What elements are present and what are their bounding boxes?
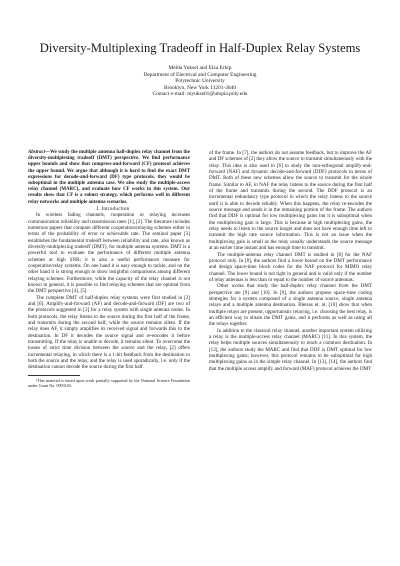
- abstract-body: —We study the multiple antenna half-duplex relay channel from the diversity-multiplexing tradeoff (DMT) perspective. We find performance upper bounds and show that compress-and-forward (CF) protocol achieves the upper bound. We argue that although it is hard to find the exact DMT expressions for decode-and-forward (DF) type protocols, they would be suboptimal in the multiple antenna case. We also study the multiple-access relay channel (MARC), and evaluate how CF works in this system. Our results show that CF is a robust strategy, which performs well in different relay networks and multiple antenna scenarios.: [28, 150, 190, 205]
- body-paragraph: The multiple-antenna relay channel DMT is studied in [8] for the NAF protocol only. In [8], the authors find a lower bound on the DMT performance and design space-time block codes for the NAF protocol for MIMO relay channel. The lower bound is not tight in general and is valid only if the number of relay antennas is less than or equal to the number of source antennas.: [209, 251, 372, 283]
- body-paragraph: In addition to the classical relay channel, another important system utilizing a relay is the multiple-access relay channel (MARC) [11]. In this system, the relay helps multiple sources simultaneously to reach a common destination. In [12], the authors study the MARC and find that DDF is DMT optimal for low multiplexing gains; however, this protocol remains to be suboptimal for high multiplexing gains as in the simple relay channel. In [13], [14], the authors find that the multiple access amplify and forward (MAF) protocol achieves the DMT: [209, 327, 372, 372]
- footnote: ¹This material is based upon work partially supported by the National Science Foundation under Grant No. 0093163.: [28, 377, 190, 388]
- section-heading-introduction: I. Introduction: [96, 205, 130, 212]
- author-address: Brooklyn, New York 11201-3840: [163, 84, 237, 91]
- author-block: [0, 65, 400, 98]
- body-paragraph: Other works that study the half-duplex relay channel from the DMT perspective are [9] and [10]. In [9], the authors propose space-time coding strategies for a system composed of a single antenna source, single antenna relays and a multiple antenna destination. Bletsas et. al. [10] show that when multiple relays are present, opportunistic relaying, i.e. choosing the best relay, is an efficient way to obtain the DMT gains, and it performs as well as using all the relays together.: [209, 283, 372, 328]
- author-contact: Contact e-mail: myukse01@utopia.poly.edu: [152, 91, 248, 98]
- author-department: Department of Electrical and Computer Engineering: [143, 71, 257, 78]
- right-column: [209, 150, 372, 372]
- body-paragraph: The complete DMT of half-duplex relay systems were first studied in [2] and [6]. Amplify-and-forward (AF) and decode-and-forward (DF) are two of the protocols suggested in [2] for a relay system with single antenna nodes. In both protocols, the relay listens to the source during the first half of the frame, and transmits during the second half, while the source remains silent. If the relay does AF, it simply amplifies its received signal and forwards this to the destination. In DF it decodes the source signal and re-encodes it before transmitting. If the relay is unable to decode, it remains silent. To overcome the losses of strict time division between the source and the relay, [2] offers incremental relaying, in which there is a 1-bit feedback from the destination to both the source and the relay, and the relay is used sporadically, i.e. only if the destination cannot decode the source during the first half: [28, 294, 190, 371]
- author-institution: Polytechnic University: [175, 78, 225, 85]
- author-names: Melda Yuksel and Elza Erkip: [168, 65, 232, 71]
- paper-title: Diversity-Multiplexing Tradeoff in Half-Duplex Relay Systems: [39, 41, 361, 55]
- footnote-divider: [28, 375, 80, 376]
- left-column: [28, 150, 190, 388]
- abstract-label: Abstract: [28, 150, 46, 155]
- abstract: [28, 150, 190, 206]
- body-paragraph: In wireless fading channels, cooperation or relaying increases communication reliability and transmission rates [1], [2]. The literature includes numerous papers that compare different cooperation/relaying schemes either in terms of the probability of error or achievable rate. The seminal paper [3] establishes the fundamental tradeoff between reliability and rate, also known as diversity-multiplexing tradeoff (DMT), for multiple antenna systems. DMT is a powerful tool to evaluate the performance of different multiple antenna schemes at high SNR; it is also a useful performance measure for cooperative/relay systems. On one hand it is easy enough to tackle, and on the other hand it is strong enough to show insightful comparisons among different relaying schemes. Furthermore, while the capacity of the relay channel is not known in general, it is possible to find relaying schemes that are optimal from the DMT perspective [4], [5].: [28, 212, 190, 295]
- body-paragraph: of the frame. In [7], the authors do not assume feedback, but to improve the AF and DF schemes of [2] they allow the source to transmit simultaneously with the relay. This idea is also used in [6] to study the non-orthogonal amplify-and-forward (NAF) and dynamic decode-and-forward (DDF) protocols in terms of DMT. Both of these new schemes allow the source to transmit for the whole frame. Similar to AF, in NAF the relay listens to the source during the first half of the frame and transmits during the second. The DDF protocol is an incremental redundancy type protocol in which the relay listens to the source until it is able to decode reliably. When this happens, the relay re-encodes the source message and sends it in the remaining portion of the frame. The authors find that DDF is optimal for low multiplexing gains but it is suboptimal when the multiplexing gain is large. This is because at high multiplexing gains, the relay needs to listen to the source longer and does not have enough time left to transmit the high rate source information. This is not an issue when the multiplexing gain is small as the relay usually understands the source message at an earlier time instant and has enough time to transmit.: [209, 150, 372, 252]
